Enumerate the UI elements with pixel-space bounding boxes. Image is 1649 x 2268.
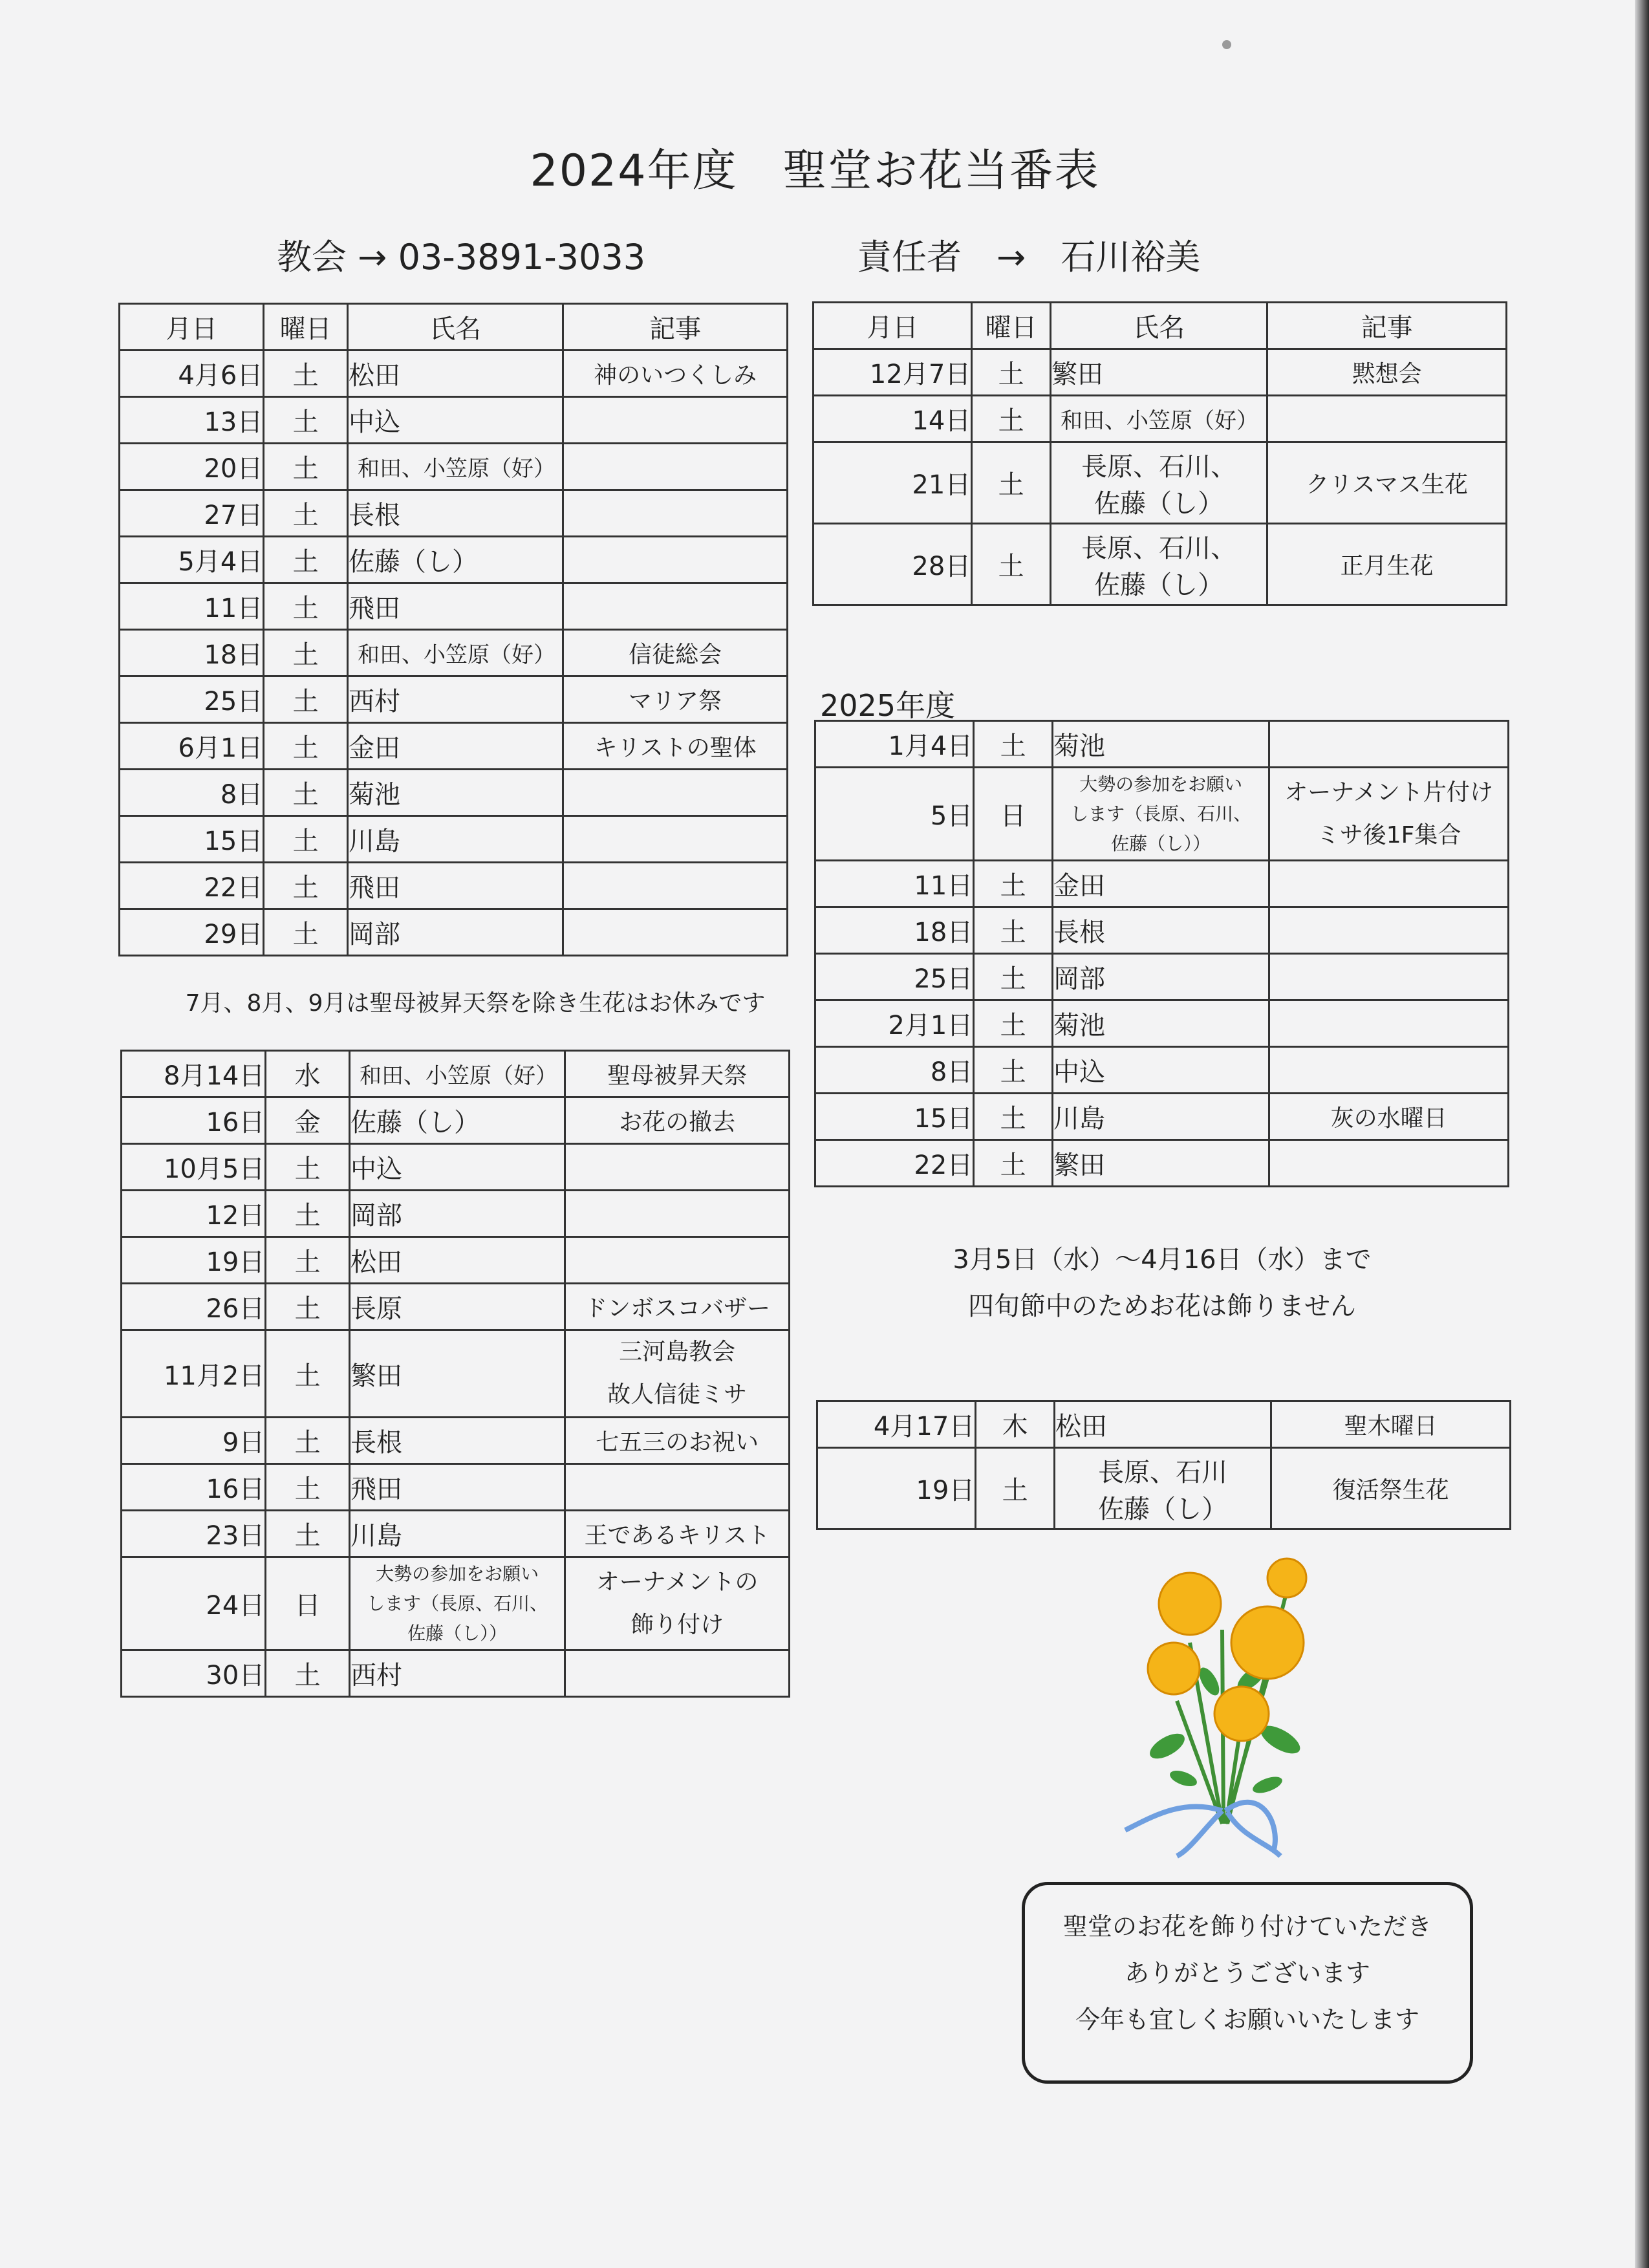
note-cell [1269, 861, 1509, 907]
table-row [120, 444, 788, 490]
note-cell [563, 537, 788, 583]
date-cell: 13日 [120, 397, 264, 444]
name-cell: 岡部 [347, 909, 563, 956]
date-cell: 23日 [122, 1511, 266, 1557]
cell-line: ミサ後1F集合 [1316, 821, 1461, 848]
note-cell: 信徒総会 [563, 630, 788, 676]
name-cell: 川島 [1053, 1094, 1269, 1140]
table-row [815, 1000, 1509, 1047]
day-cell: 土 [264, 816, 348, 863]
name-cell: 長根 [349, 1418, 565, 1464]
name-cell: 飛田 [349, 1464, 565, 1511]
day-cell: 土 [264, 630, 348, 676]
date-cell: 16日 [122, 1464, 266, 1511]
day-cell: 土 [266, 1237, 350, 1284]
note-cell [1269, 768, 1509, 861]
date-cell: 15日 [120, 816, 264, 863]
name-cell: 川島 [347, 816, 563, 863]
day-cell: 土 [264, 351, 348, 397]
day-cell: 土 [972, 396, 1051, 442]
note-cell [1269, 1047, 1509, 1094]
note-cell [1269, 954, 1509, 1000]
scan-speck [1222, 40, 1231, 49]
name-cell: 松田 [347, 351, 563, 397]
day-cell: 土 [264, 583, 348, 630]
name-cell: 中込 [1053, 1047, 1269, 1094]
note-cell: 七五三のお祝い [565, 1418, 790, 1464]
day-cell: 土 [266, 1330, 350, 1418]
table-row [120, 583, 788, 630]
day-cell: 金 [266, 1097, 350, 1144]
day-cell: 土 [974, 861, 1053, 907]
name-cell: 飛田 [347, 583, 563, 630]
note-cell: クリスマス生花 [1267, 442, 1507, 524]
note-cell [565, 1237, 790, 1284]
schedule-table-aug-nov [120, 1050, 790, 1698]
name-cell: 和田、小笠原（好） [347, 444, 563, 490]
name-cell: 佐藤（し） [347, 537, 563, 583]
table-row [815, 861, 1509, 907]
page-title: 2024年度 聖堂お花当番表 [530, 146, 1100, 197]
day-cell: 土 [264, 444, 348, 490]
cell-line: 長原、石川、 [1081, 533, 1237, 563]
day-cell: 土 [266, 1511, 350, 1557]
table-row [122, 1097, 790, 1144]
name-cell: 菊池 [1053, 1000, 1269, 1047]
lent-note [816, 1237, 1508, 1330]
day-cell: 土 [974, 721, 1053, 768]
cell-line: 故人信徒ミサ [607, 1381, 748, 1408]
date-cell: 18日 [120, 630, 264, 676]
date-cell: 4月6日 [120, 351, 264, 397]
name-cell: 長原 [349, 1284, 565, 1330]
cell-line: 長原、石川 [1098, 1457, 1228, 1487]
date-cell: 19日 [817, 1448, 976, 1529]
year-2025-heading: 2025年度 [820, 688, 956, 723]
note-cell: 神のいつくしみ [563, 351, 788, 397]
header-date: 月日 [120, 304, 264, 351]
cell-line: 佐藤（し）） [1111, 832, 1211, 854]
day-cell: 土 [972, 349, 1051, 396]
note-cell [1269, 1000, 1509, 1047]
table-row [120, 816, 788, 863]
table-row [122, 1330, 790, 1418]
date-cell: 11月2日 [122, 1330, 266, 1418]
day-cell: 土 [974, 907, 1053, 954]
date-cell: 12日 [122, 1191, 266, 1237]
date-cell: 5月4日 [120, 537, 264, 583]
thanks-line: ありがとうございます [1124, 1959, 1370, 1987]
date-cell: 14日 [814, 396, 972, 442]
day-cell: 土 [974, 1094, 1053, 1140]
note-cell [565, 1464, 790, 1511]
day-cell: 土 [264, 863, 348, 909]
date-cell: 6月1日 [120, 723, 264, 770]
note-cell [565, 1557, 790, 1650]
date-cell: 12月7日 [814, 349, 972, 396]
table-row [120, 909, 788, 956]
cell-line: 佐藤（し） [1094, 488, 1224, 519]
table-row [120, 723, 788, 770]
note-cell [565, 1144, 790, 1191]
lent-note-line: 四旬節中のためお花は飾りません [968, 1291, 1356, 1321]
cell-line: します（長原、石川、 [367, 1592, 548, 1614]
date-cell: 2月1日 [815, 1000, 974, 1047]
note-cell [565, 1330, 790, 1418]
table-row [120, 537, 788, 583]
day-cell: 土 [976, 1448, 1055, 1529]
note-cell: 復活祭生花 [1271, 1448, 1511, 1529]
note-cell [563, 816, 788, 863]
day-cell: 土 [264, 770, 348, 816]
table-row [122, 1144, 790, 1191]
day-cell: 土 [264, 676, 348, 723]
header-day: 曜日 [972, 303, 1051, 349]
note-cell: マリア祭 [563, 676, 788, 723]
date-cell: 9日 [122, 1418, 266, 1464]
schedule-table-2025-apr [816, 1400, 1511, 1530]
name-cell: 西村 [349, 1650, 565, 1697]
day-cell: 土 [264, 723, 348, 770]
table-row [814, 524, 1507, 605]
note-cell [1269, 907, 1509, 954]
cell-line: 飾り付け [630, 1611, 724, 1638]
table-row [815, 721, 1509, 768]
day-cell: 日 [266, 1557, 350, 1650]
header-note: 記事 [563, 304, 788, 351]
day-cell: 土 [266, 1284, 350, 1330]
name-cell: 松田 [349, 1237, 565, 1284]
day-cell: 土 [266, 1650, 350, 1697]
note-cell: 正月生花 [1267, 524, 1507, 605]
name-cell: 中込 [349, 1144, 565, 1191]
header-day: 曜日 [264, 304, 348, 351]
name-cell: 西村 [347, 676, 563, 723]
name-cell [1053, 768, 1269, 861]
table-row [122, 1284, 790, 1330]
date-cell: 22日 [120, 863, 264, 909]
date-cell: 19日 [122, 1237, 266, 1284]
note-cell [563, 863, 788, 909]
cell-line: 大勢の参加をお願い [1079, 773, 1243, 795]
cell-line: 長原、石川、 [1081, 451, 1237, 482]
note-cell [565, 1650, 790, 1697]
date-cell: 8日 [815, 1047, 974, 1094]
name-cell: 松田 [1054, 1401, 1271, 1448]
date-cell: 25日 [815, 954, 974, 1000]
schedule-table-apr-jun [118, 303, 788, 956]
table-row [815, 1094, 1509, 1140]
name-cell: 繁田 [349, 1330, 565, 1418]
table-row [815, 1047, 1509, 1094]
date-cell: 8月14日 [122, 1051, 266, 1097]
table-row [122, 1418, 790, 1464]
name-cell: 岡部 [349, 1191, 565, 1237]
table-row [815, 954, 1509, 1000]
cell-line: オーナメント片付け [1284, 779, 1493, 806]
table-row [122, 1464, 790, 1511]
name-cell [349, 1557, 565, 1650]
note-cell [563, 770, 788, 816]
date-cell: 16日 [122, 1097, 266, 1144]
day-cell: 土 [266, 1418, 350, 1464]
day-cell: 土 [264, 537, 348, 583]
name-cell: 中込 [347, 397, 563, 444]
date-cell: 25日 [120, 676, 264, 723]
bouquet-roses [1148, 1559, 1306, 1741]
note-cell [563, 909, 788, 956]
name-cell: 金田 [1053, 861, 1269, 907]
cell-line: 佐藤（し） [1094, 570, 1224, 600]
day-cell: 土 [264, 397, 348, 444]
date-cell: 10月5日 [122, 1144, 266, 1191]
thanks-line: 聖堂のお花を飾り付けていただき [1062, 1912, 1432, 1941]
day-cell: 土 [266, 1191, 350, 1237]
date-cell: 27日 [120, 490, 264, 537]
church-contact: 教会 → 03-3891-3033 [277, 237, 646, 277]
name-cell: 金田 [347, 723, 563, 770]
name-cell [1050, 524, 1267, 605]
name-cell: 佐藤（し） [349, 1097, 565, 1144]
name-cell [1050, 442, 1267, 524]
table-row [122, 1237, 790, 1284]
date-cell: 21日 [814, 442, 972, 524]
date-cell: 5日 [815, 768, 974, 861]
table-row [122, 1051, 790, 1097]
name-cell: 菊池 [1053, 721, 1269, 768]
cell-line: オーナメントの [596, 1568, 759, 1595]
date-cell: 1月4日 [815, 721, 974, 768]
table-row [120, 351, 788, 397]
name-cell: 和田、小笠原（好） [1050, 396, 1267, 442]
name-cell: 長根 [1053, 907, 1269, 954]
name-cell [1054, 1448, 1271, 1529]
date-cell: 4月17日 [817, 1401, 976, 1448]
header-name: 氏名 [1050, 303, 1267, 349]
header-name: 氏名 [347, 304, 563, 351]
schedule-table-dec [812, 301, 1507, 606]
note-cell: 聖木曜日 [1271, 1401, 1511, 1448]
cell-line: 佐藤（し）） [407, 1622, 508, 1644]
table-row [120, 490, 788, 537]
note-cell [565, 1191, 790, 1237]
day-cell: 水 [266, 1051, 350, 1097]
table-row [120, 397, 788, 444]
day-cell: 土 [264, 490, 348, 537]
date-cell: 26日 [122, 1284, 266, 1330]
date-cell: 15日 [815, 1094, 974, 1140]
thanks-line: 今年も宜しくお願いいたします [1075, 2005, 1419, 2034]
date-cell: 11日 [120, 583, 264, 630]
name-cell: 川島 [349, 1511, 565, 1557]
name-cell: 飛田 [347, 863, 563, 909]
table-row [122, 1650, 790, 1697]
table-row [814, 442, 1507, 524]
note-cell: お花の撤去 [565, 1097, 790, 1144]
table-row [815, 1140, 1509, 1187]
summer-break-note: 7月、8月、9月は聖母被昇天祭を除き生花はお休みです [185, 990, 766, 1017]
date-cell: 18日 [815, 907, 974, 954]
name-cell: 岡部 [1053, 954, 1269, 1000]
day-cell: 土 [266, 1464, 350, 1511]
lent-note-line: 3月5日（水）～4月16日（水）まで [953, 1245, 1372, 1275]
rose-bouquet-image [1112, 1552, 1358, 1863]
note-cell: ドンボスコバザー [565, 1284, 790, 1330]
schedule-table-2025-jan-feb [814, 720, 1509, 1187]
name-cell: 和田、小笠原（好） [347, 630, 563, 676]
day-cell: 土 [974, 954, 1053, 1000]
note-cell: 灰の水曜日 [1269, 1094, 1509, 1140]
day-cell: 土 [266, 1144, 350, 1191]
day-cell: 土 [974, 1047, 1053, 1094]
table-row [817, 1448, 1511, 1529]
note-cell [563, 583, 788, 630]
date-cell: 29日 [120, 909, 264, 956]
name-cell: 和田、小笠原（好） [349, 1051, 565, 1097]
table-row [814, 349, 1507, 396]
note-cell [1267, 396, 1507, 442]
note-cell [563, 444, 788, 490]
date-cell: 11日 [815, 861, 974, 907]
day-cell: 木 [976, 1401, 1055, 1448]
day-cell: 土 [972, 524, 1051, 605]
date-cell: 20日 [120, 444, 264, 490]
note-cell [563, 490, 788, 537]
table-row [815, 768, 1509, 861]
day-cell: 土 [264, 909, 348, 956]
table-row [120, 676, 788, 723]
date-cell: 24日 [122, 1557, 266, 1650]
date-cell: 28日 [814, 524, 972, 605]
day-cell: 土 [974, 1140, 1053, 1187]
table-row [120, 630, 788, 676]
name-cell: 菊池 [347, 770, 563, 816]
header-date: 月日 [814, 303, 972, 349]
table-row [120, 770, 788, 816]
date-cell: 22日 [815, 1140, 974, 1187]
name-cell: 長根 [347, 490, 563, 537]
cell-line: 三河島教会 [619, 1339, 736, 1365]
cell-line: します（長原、石川、 [1070, 803, 1252, 825]
cell-line: 大勢の参加をお願い [376, 1562, 539, 1584]
name-cell: 繁田 [1053, 1140, 1269, 1187]
day-cell: 土 [972, 442, 1051, 524]
day-cell: 土 [974, 1000, 1053, 1047]
bouquet-ribbon [1125, 1802, 1280, 1856]
table-row [122, 1191, 790, 1237]
note-cell [1269, 721, 1509, 768]
date-cell: 8日 [120, 770, 264, 816]
table-row [814, 396, 1507, 442]
table-row [122, 1557, 790, 1650]
note-cell [563, 397, 788, 444]
header-note: 記事 [1267, 303, 1507, 349]
table-row [817, 1401, 1511, 1448]
day-cell: 日 [974, 768, 1053, 861]
page-edge-shadow [1635, 0, 1649, 2268]
thanks-message-box [1022, 1882, 1473, 2084]
note-cell: 王であるキリスト [565, 1511, 790, 1557]
note-cell: 黙想会 [1267, 349, 1507, 396]
name-cell: 繁田 [1050, 349, 1267, 396]
table-row [815, 907, 1509, 954]
table-row [122, 1511, 790, 1557]
table-row [120, 863, 788, 909]
note-cell: 聖母被昇天祭 [565, 1051, 790, 1097]
note-cell [1269, 1140, 1509, 1187]
cell-line: 佐藤（し） [1098, 1494, 1228, 1524]
date-cell: 30日 [122, 1650, 266, 1697]
note-cell: キリストの聖体 [563, 723, 788, 770]
person-in-charge: 責任者 → 石川裕美 [857, 237, 1201, 277]
